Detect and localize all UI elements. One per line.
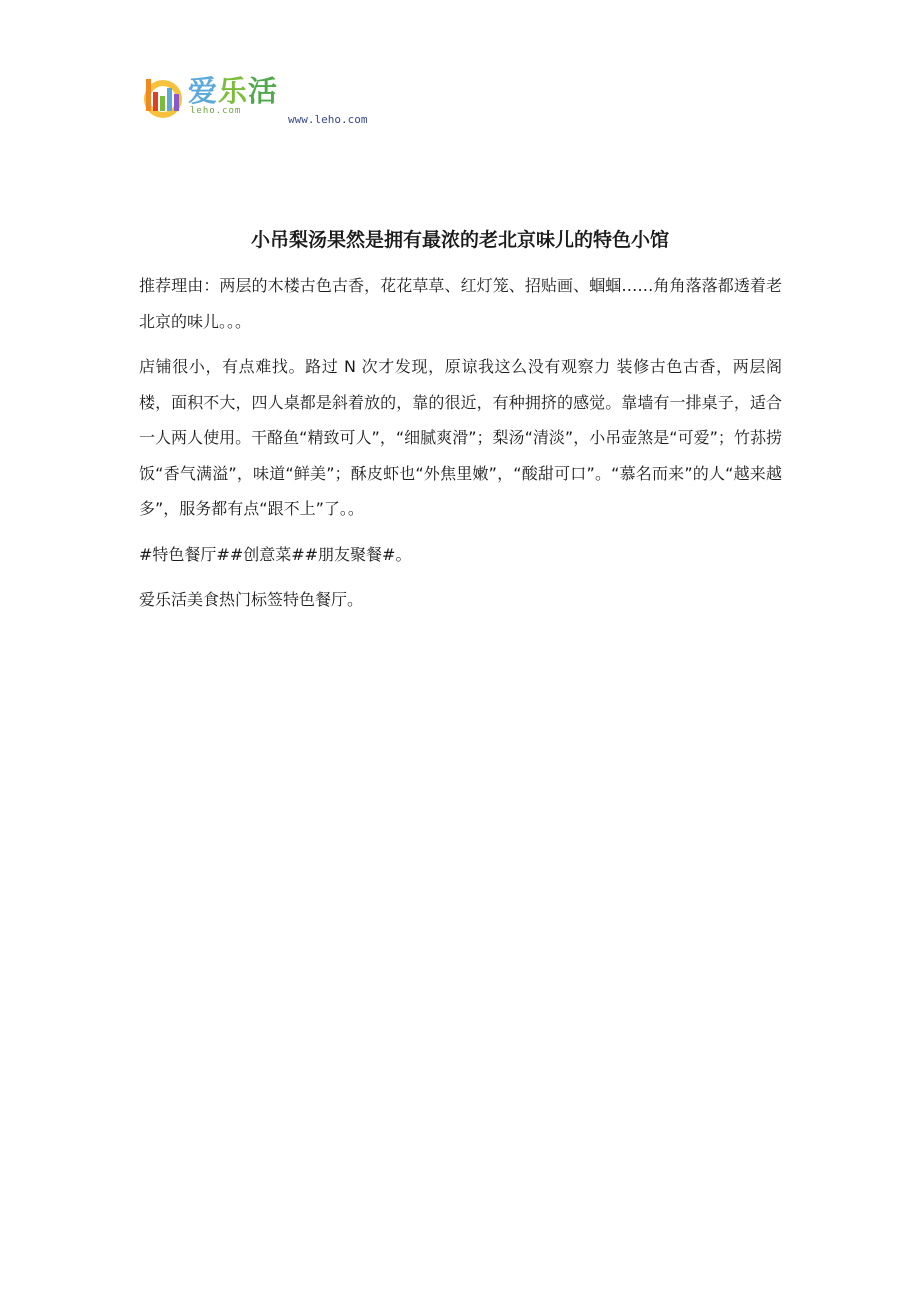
site-url-link[interactable]: www.leho.com xyxy=(288,113,368,126)
tags-paragraph: #特色餐厅##创意菜##朋友聚餐#。 xyxy=(139,544,412,564)
article-title: 小吊梨汤果然是拥有最浓的老北京味儿的特色小馆 xyxy=(250,228,669,251)
logo-domain: leho.com xyxy=(190,106,242,116)
leho-logo-icon xyxy=(140,74,186,120)
site-logo[interactable] xyxy=(140,70,380,130)
logo-char-1: 爱 xyxy=(188,74,219,108)
hot-tags-paragraph: 爱乐活美食热门标签特色餐厅。 xyxy=(139,590,364,609)
logo-wordmark xyxy=(188,74,278,108)
recommend-reason-paragraph: 推荐理由：两层的木楼古色古香，花花草草、红灯笼、招贴画、蝈蝈……角角落落都透着老北京的味儿。。。 xyxy=(139,276,782,331)
logo-char-2: 乐 xyxy=(218,74,249,108)
logo-char-3: 活 xyxy=(248,74,279,108)
article-body xyxy=(139,268,782,628)
review-paragraph: 店铺很小，有点难找。路过 N 次才发现，原谅我这么没有观察力 装修古色古香，两层阁楼，面积不大，四人桌都是斜着放的，靠的很近，有种拥挤的感觉。靠墙有一排桌子，适合一人两人使用。干酪鱼“精致可人”，“细腻爽滑”；梨汤“清淡”，小吊壶煞是“可爱”；竹荪捞饭“香气满溢”，味道“鲜美”；酥皮虾也“外焦里嫩”，“酸甜可口”。“慕名而来”的人“越来越多”，服务都有点“跟不上”了。。 xyxy=(139,357,782,518)
